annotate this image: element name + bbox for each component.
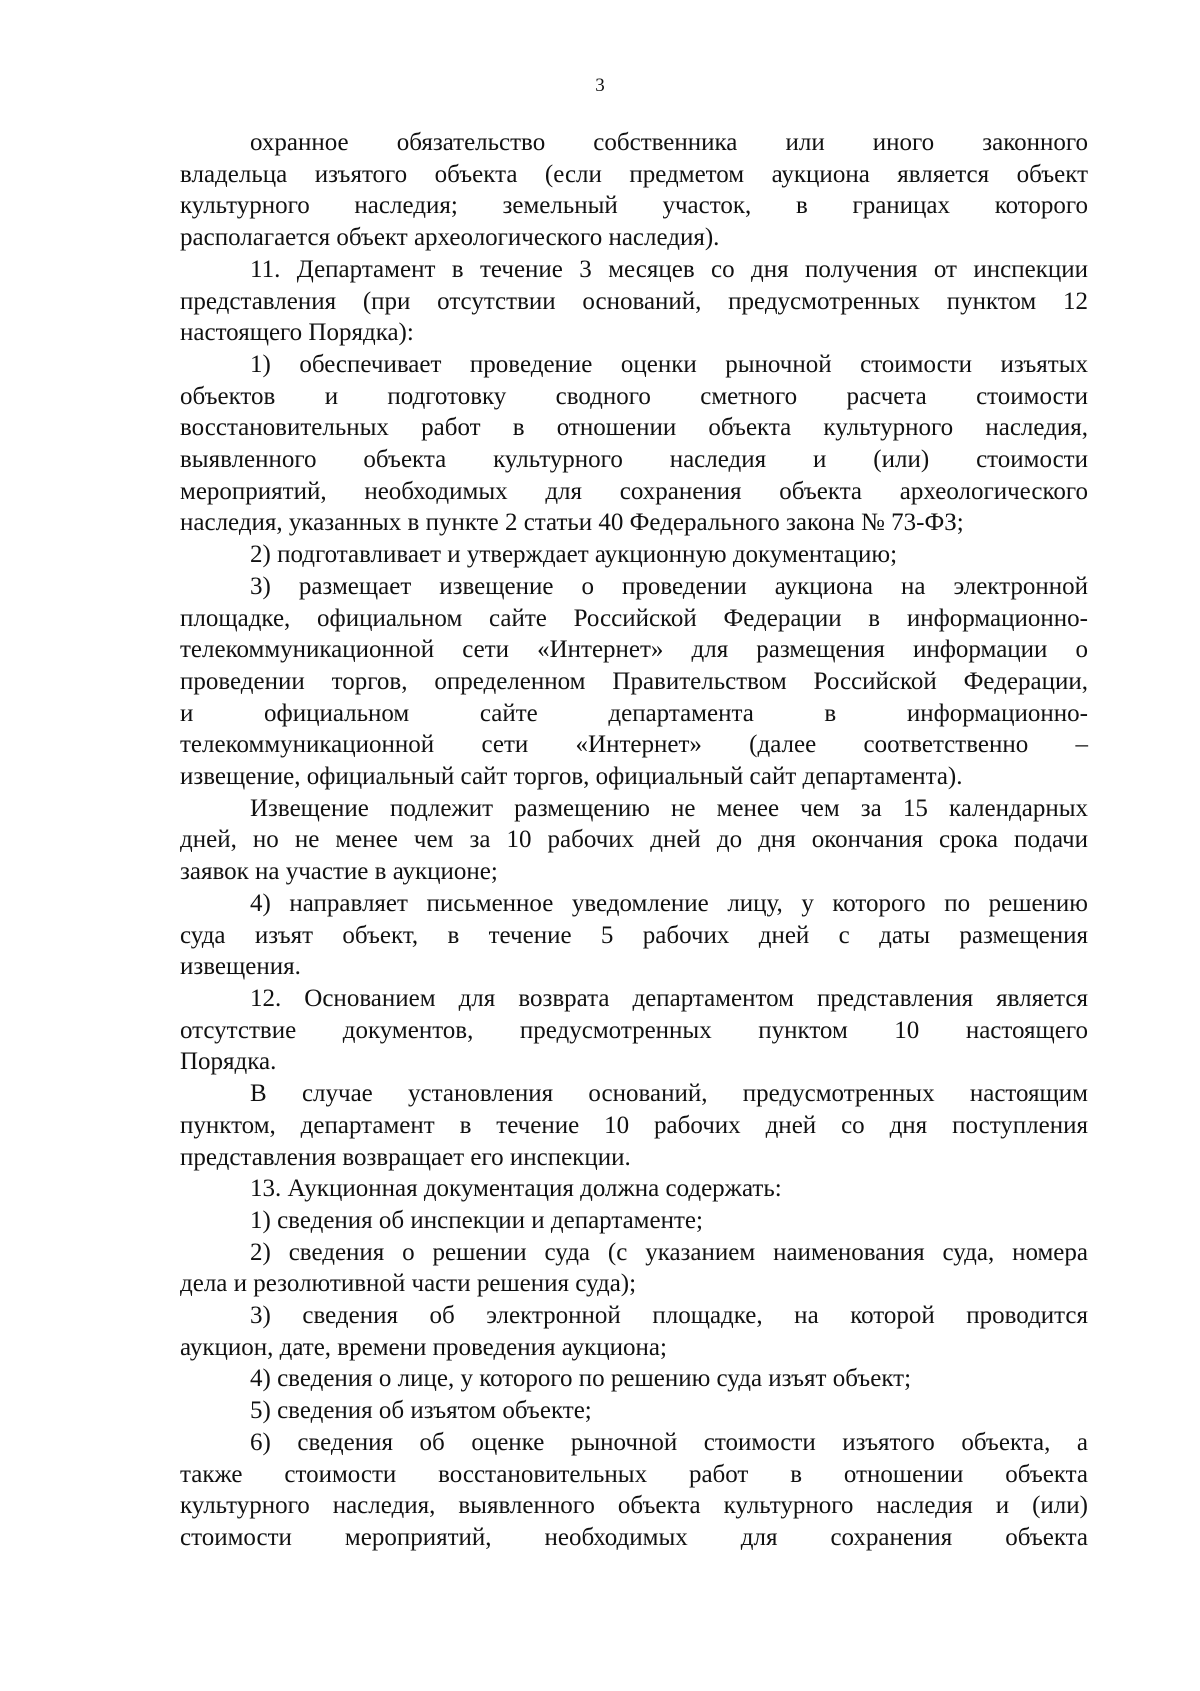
text-line: 4) сведения о лице, у которого по решению суда изъят объект;	[250, 1365, 912, 1393]
document-body	[180, 127, 1088, 1554]
text-line: суда изъят объект, в течение 5 рабочих дней с даты размещения	[180, 921, 1088, 949]
text-line: телекоммуникационной сети «Интернет» для размещения информации о	[180, 636, 1088, 664]
text-line: 3) размещает извещение о проведении аукциона на электронной	[250, 572, 1088, 600]
text-line: стоимости мероприятий, необходимых для сохранения объекта	[180, 1523, 1088, 1551]
text-line: проведении торгов, определенном Правительством Российской Федерации,	[180, 667, 1088, 695]
text-line: охранное обязательство собственника или иного законного	[250, 129, 1088, 156]
text-line: 13. Аукционная документация должна содержать:	[250, 1175, 782, 1203]
text-line: аукцион, дате, времени проведения аукциона;	[180, 1333, 667, 1361]
text-line: культурного наследия, выявленного объекта культурного наследия и (или)	[180, 1492, 1088, 1520]
text-line: и официальном сайте департамента в информационно-	[180, 699, 1088, 727]
text-line: также стоимости восстановительных работ в отношении объекта	[180, 1460, 1088, 1488]
text-line: 4) направляет письменное уведомление лицу, у которого по решению	[250, 889, 1088, 917]
text-line: представления (при отсутствии оснований, предусмотренных пунктом 12	[180, 287, 1088, 315]
text-line: 2) сведения о решении суда (с указанием наименования суда, номера	[250, 1238, 1088, 1266]
text-line: восстановительных работ в отношении объекта культурного наследия,	[180, 414, 1088, 442]
text-line: 12. Основанием для возврата департаментом представления является	[250, 984, 1088, 1012]
text-line: 2) подготавливает и утверждает аукционную документацию;	[250, 541, 898, 569]
text-line: заявок на участие в аукционе;	[180, 858, 498, 886]
text-line: отсутствие документов, предусмотренных пунктом 10 настоящего	[180, 1016, 1088, 1044]
text-line: 11. Департамент в течение 3 месяцев со дня получения от инспекции	[250, 255, 1088, 283]
text-line: наследия, указанных в пункте 2 статьи 40 Федерального закона № 73-ФЗ;	[180, 509, 964, 537]
text-line: 6) сведения об оценке рыночной стоимости изъятого объекта, а	[250, 1428, 1088, 1456]
text-line: 3) сведения об электронной площадке, на которой проводится	[250, 1302, 1088, 1330]
text-line: дела и резолютивной части решения суда);	[180, 1270, 637, 1298]
text-line: извещения.	[180, 953, 301, 981]
text-line: настоящего Порядка):	[180, 319, 414, 347]
text-line: телекоммуникационной сети «Интернет» (далее соответственно –	[180, 731, 1088, 759]
text-line: Порядка.	[180, 1048, 277, 1076]
text-line: мероприятий, необходимых для сохранения объекта археологического	[180, 477, 1088, 505]
text-line: культурного наследия; земельный участок, в границах которого	[180, 192, 1088, 220]
page-number: 3	[595, 75, 605, 96]
text-line: 5) сведения об изъятом объекте;	[250, 1397, 592, 1425]
text-line: располагается объект археологического наследия).	[180, 224, 720, 252]
text-line: владельца изъятого объекта (если предметом аукциона является объект	[180, 160, 1088, 188]
text-line: В случае установления оснований, предусмотренных настоящим	[250, 1080, 1088, 1108]
text-line: Извещение подлежит размещению не менее чем за 15 календарных	[250, 794, 1088, 822]
text-line: дней, но не менее чем за 10 рабочих дней до дня окончания срока подачи	[180, 826, 1088, 854]
text-line: площадке, официальном сайте Российской Федерации в информационно-	[180, 604, 1088, 632]
text-line: 1) обеспечивает проведение оценки рыночной стоимости изъятых	[250, 350, 1088, 378]
text-line: извещение, официальный сайт торгов, официальный сайт департамента).	[180, 763, 963, 791]
text-line: объектов и подготовку сводного сметного расчета стоимости	[180, 382, 1088, 410]
text-line: представления возвращает его инспекции.	[180, 1143, 631, 1171]
text-line: пунктом, департамент в течение 10 рабочих дней со дня поступления	[180, 1111, 1088, 1139]
text-line: выявленного объекта культурного наследия и (или) стоимости	[180, 446, 1088, 474]
text-line: 1) сведения об инспекции и департаменте;	[250, 1206, 703, 1234]
